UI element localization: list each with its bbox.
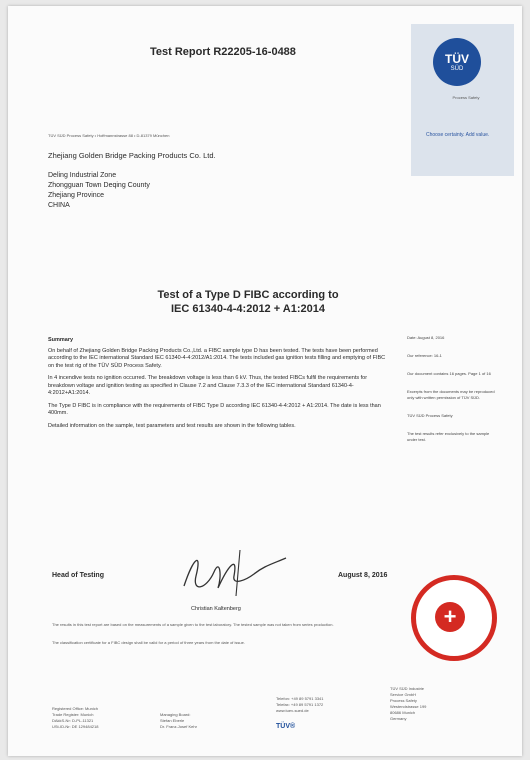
- address-line: CHINA: [48, 202, 70, 209]
- footer-line: Stefan Eberle: [160, 718, 185, 723]
- footer-board: [160, 712, 197, 730]
- summary-heading: Summary: [48, 337, 74, 343]
- side-info: Date: August 8, 2016: [407, 335, 445, 340]
- footer-line: Westendstrasse 199: [390, 704, 427, 709]
- logo-subtitle: Process Safety: [452, 95, 480, 100]
- footer-line: 80686 Munich: [390, 710, 416, 715]
- footer-line: Germany: [390, 716, 407, 721]
- footer-company: [390, 686, 426, 722]
- side-info: Our document contains 16 pages. Page 1 of 16: [407, 371, 491, 376]
- head-of-testing-label: Head of Testing: [52, 572, 104, 579]
- logo-mark-sub: SÜD: [450, 66, 464, 72]
- document-title: [68, 288, 428, 316]
- title-line: Test of a Type D FIBC according to: [157, 289, 339, 301]
- footer-line: Telefax: +49 89 5791 1372: [276, 702, 324, 707]
- title-line: IEC 61340-4-4:2012 + A1:2014: [171, 303, 325, 315]
- recipient-address: [48, 151, 216, 211]
- side-info: Excerpts from the documents may be reproduced only with written permission of TÜV SÜD.: [407, 389, 495, 400]
- side-info: Our reference: 16-1: [407, 353, 442, 358]
- signature-image: [176, 546, 301, 601]
- footnote: The results in this test report are based on the measurements of a sample given to the test laboratory. The tested sample was not taken from series production.: [52, 622, 334, 627]
- footer-line: Service GmbH: [390, 692, 417, 697]
- footer-line: Dr. Franz-Josef Kehr: [160, 724, 197, 729]
- report-number: Test Report R22205-16-0488: [150, 46, 296, 58]
- sidebar-caption: Choose certainty. Add value.: [426, 132, 490, 138]
- address-line: Deling Industrial Zone: [48, 172, 117, 179]
- footnote: The classification certificate for a FIBC design shall be valid for a period of three years from the date of issue.: [52, 640, 245, 645]
- certificate-page: [8, 6, 522, 756]
- footer-line: Process Safety: [390, 698, 417, 703]
- signature-date: August 8, 2016: [338, 572, 388, 579]
- summary-paragraph: The Type D FIBC is in compliance with the requirements of FIBC Type D according IEC 61340-4-4:2012 + A1:2014. The date is less than 400mm.: [48, 402, 381, 416]
- side-info: The test results refer exclusively to the sample under test.: [407, 431, 490, 442]
- footer-registered: [52, 706, 98, 730]
- footer-line: www.tuev-sued.de: [276, 708, 309, 713]
- address-line: Zhejiang Province: [48, 192, 105, 199]
- tuv-logo-icon: [433, 38, 481, 86]
- logo-mark: TÜV: [445, 52, 469, 66]
- sender-line: TÜV SÜD Process Safety • Hoffmannstrasse 88 • D-81379 München: [48, 133, 170, 138]
- side-info: TÜV SÜD Process Safety: [407, 413, 453, 418]
- summary-paragraph: In 4 incendive tests no ignition occurred. The breakdown voltage is less than 6 kV. Thus, the tested FIBCs fulfil the requirements for breakdown voltage and ignition testing as specified in Clause 7.2 and Clause 7.3.3 of the IEC international Standard 61340-4-4:2012+A1:2014.: [48, 375, 368, 396]
- summary-paragraph: On behalf of Zhejiang Golden Bridge Packing Products Co.,Ltd. a FIBC sample type D has been tested. The tests have been performed according to the IEC international Standard IEC 61340-4-4:2012/A1:2014. The tests included gas ignition tests filling and emptying of FIBC on the test rig of the TÜV SÜD Process Safety.: [48, 347, 386, 369]
- signer-name: Christian Kaltenberg: [191, 606, 241, 612]
- footer-line: DAkkS-Nr: D-PL-11321: [52, 718, 94, 723]
- side-info-column: [407, 335, 497, 455]
- summary-section: [48, 337, 388, 435]
- summary-paragraph: Detailed information on the sample, test parameters and test results are shown in the following tables.: [48, 422, 296, 429]
- footer-line: USt-ID-Nr: DE 129484218: [52, 724, 99, 729]
- footer-line: Trade Register: Munich: [52, 712, 94, 717]
- swiss-cross-icon: +: [435, 602, 465, 632]
- address-company: Zhejiang Golden Bridge Packing Products Co. Ltd.: [48, 151, 216, 160]
- footer-line: Telefon: +49 89 5791 3341: [276, 696, 324, 701]
- address-line: Zhongguan Town Deqing County: [48, 182, 150, 189]
- footer-line: Managing Board:: [160, 712, 191, 717]
- footer-line: TÜV SÜD Industrie: [390, 686, 425, 691]
- footer-contact: [276, 696, 324, 714]
- tuv-footer-mark: TÜV®: [276, 723, 296, 730]
- footer-line: Registered Office: Munich: [52, 706, 98, 711]
